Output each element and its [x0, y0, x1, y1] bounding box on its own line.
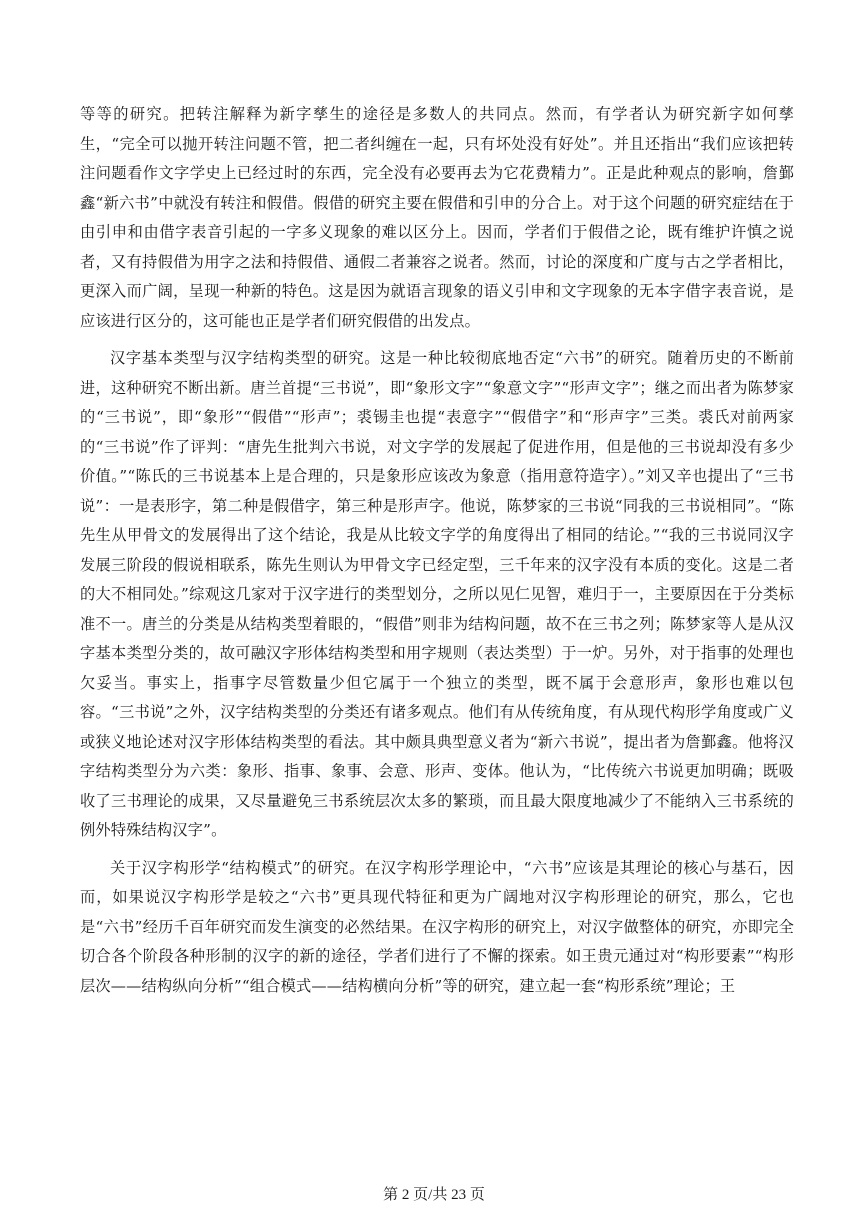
page-footer: 第 2 页/共 23 页 [383, 1187, 485, 1203]
paragraph-structure-model: 关于汉字构形学“结构模式”的研究。在汉字构形学理论中，“六书”应该是其理论的核心与基石，因而，如果说汉字构形学是较之“六书”更具现代特征和更为广阔地对汉字构形理论的研究，那么，它也是“六书”经历千百年研究而发生演变的必然结果。在汉字构形的研究上，对汉字做整体的研究，亦即完全切合各个阶段各种形制的汉字的新的途径，学者们进行了不懈的探索。如王贵元通过对“构形要素”“构形层次——结构纵向分析”“组合模式——结构横向分析”等的研究，建立起一套“构形系统”理论；王 [80, 858, 794, 995]
body-text [80, 100, 794, 1001]
paragraph-zhuanzhu-jiajie: 等等的研究。把转注解释为新字孳生的途径是多数人的共同点。然而，有学者认为研究新字如何孳生，“完全可以抛开转注问题不管，把二者纠缠在一起，只有坏处没有好处”。并且还指出“我们应该把转注问题看作文字学史上已经过时的东西，完全没有必要再去为它花费精力”。正是此种观点的影响，詹鄞鑫“新六书”中就没有转注和假借。假借的研究主要在假借和引申的分合上。对于这个问题的研究症结在于由引申和由借字表音引起的一字多义现象的难以区分上。因而，学者们于假借之论，既有维护许慎之说者，又有持假借为用字之法和持假借、通假二者兼容之说者。然而，讨论的深度和广度与古之学者相比，更深入而广阔，呈现一种新的特色。这是因为就语言现象的语义引申和文字现象的无本字借字表音说，是应该进行区分的，这可能也正是学者们研究假借的出发点。 [80, 105, 794, 330]
paragraph-sanshu-theory: 汉字基本类型与汉字结构类型的研究。这是一种比较彻底地否定“六书”的研究。随着历史的不断前进，这种研究不断出新。唐兰首提“三书说”，即“象形文字”“象意文字”“形声文字”；继之而出者为陈梦家的“三书说”，即“象形”“假借”“形声”；裘锡圭也提“表意字”“假借字”和“形声字”三类。裘氏对前两家的“三书说”作了评判：“唐先生批判六书说，对文字学的发展起了促进作用，但是他的三书说却没有多少价值。”“陈氏的三书说基本上是合理的，只是象形应该改为象意（指用意符造字）。”刘又辛也提出了“三书说”：一是表形字，第二种是假借字，第三种是形声字。他说，陈梦家的三书说“同我的三书说相同”。“陈先生从甲骨文的发展得出了这个结论，我是从比较文字学的角度得出了相同的结论。”“我的三书说同汉字发展三阶段的假说相联系，陈先生则认为甲骨文字已经定型，三千年来的汉字没有本质的变化。这是二者的大不相同处。”综观这几家对于汉字进行的类型划分，之所以见仁见智，难归于一，主要原因在于分类标准不一。唐兰的分类是从结构类型着眼的，“假借”则非为结构问题，故不在三书之列；陈梦家等人是从汉字基本类型分类的，故可融汉字形体结构类型和用字规则（表达类型）于一炉。另外，对于指事的处理也欠妥当。事实上，指事字尽管数量少但它属于一个独立的类型，既不属于会意形声，象形也难以包容。“三书说”之外，汉字结构类型的分类还有诸多观点。他们有从传统角度，有从现代构形学角度或广义或狭义地论述对汉字形体结构类型的看法。其中颇具典型意义者为“新六书说”，提出者为詹鄞鑫。他将汉字结构类型分为六类：象形、指事、象事、会意、形声、变体。他认为，“比传统六书说更加明确；既吸收了三书理论的成果，又尽量避免三书系统层次太多的繁琐，而且最大限度地减少了不能纳入三书系统的例外特殊结构汉字”。 [80, 349, 794, 839]
